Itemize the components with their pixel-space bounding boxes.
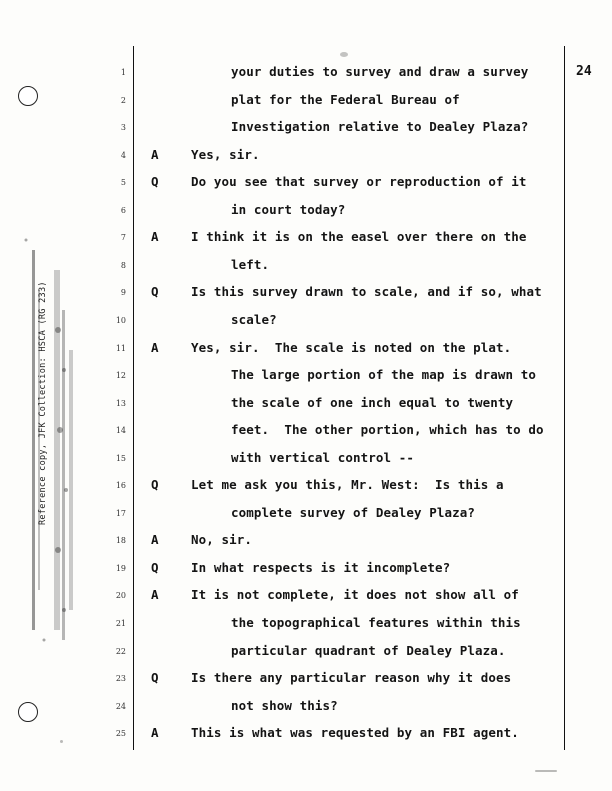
transcript-line xyxy=(0,147,612,169)
line-number: 3 xyxy=(120,123,126,133)
line-number: 8 xyxy=(120,260,126,270)
transcript-line xyxy=(0,505,612,527)
speaker-marker: A xyxy=(151,146,159,162)
line-text: Investigation relative to Dealey Plaza? xyxy=(231,119,529,135)
line-text: complete survey of Dealey Plaza? xyxy=(231,504,476,520)
transcript-line xyxy=(0,229,612,251)
line-text: It is not complete, it does not show all of xyxy=(191,587,519,603)
line-number: 14 xyxy=(115,426,126,436)
transcript-line xyxy=(0,532,612,554)
line-number: 6 xyxy=(120,205,126,215)
line-number: 11 xyxy=(115,343,126,353)
line-text: scale? xyxy=(231,311,277,327)
line-number: 24 xyxy=(115,701,126,711)
scan-speck xyxy=(60,740,63,743)
transcript-line xyxy=(0,174,612,196)
line-number: 7 xyxy=(120,233,126,243)
speaker-marker: Q xyxy=(151,559,159,575)
line-text: Let me ask you this, Mr. West: Is this a xyxy=(191,477,504,493)
line-number: 21 xyxy=(115,619,126,628)
speaker-marker: Q xyxy=(151,477,159,493)
line-number: 25 xyxy=(115,729,126,739)
line-text: I think it is on the easel over there on the xyxy=(191,229,527,245)
transcript-line xyxy=(0,340,612,362)
transcript-line xyxy=(0,202,612,224)
line-text: Yes, sir. xyxy=(191,146,260,162)
transcript-line xyxy=(0,119,612,141)
line-text: No, sir. xyxy=(191,532,253,548)
line-number: 1 xyxy=(120,68,126,77)
line-number: 16 xyxy=(115,481,126,491)
transcript-line xyxy=(0,615,612,637)
line-number: 9 xyxy=(120,288,126,298)
speaker-marker: A xyxy=(151,532,159,548)
line-text: Do you see that survey or reproduction of it xyxy=(191,174,527,190)
line-number: 17 xyxy=(115,508,126,518)
line-text: feet. The other portion, which has to do xyxy=(231,422,544,438)
line-text: The large portion of the map is drawn to xyxy=(231,367,537,383)
line-text: particular quadrant of Dealey Plaza. xyxy=(231,642,506,658)
line-text: Yes, sir. The scale is noted on the plat. xyxy=(191,339,512,355)
transcript-line xyxy=(0,725,612,747)
transcript-line xyxy=(0,422,612,444)
line-text: with vertical control -- xyxy=(231,449,415,465)
transcript-line xyxy=(0,698,612,720)
transcript-line xyxy=(0,64,612,86)
line-number: 23 xyxy=(115,674,126,684)
archive-side-note-text: Reference copy, JFK Collection: HSCA (RG 233) xyxy=(38,281,48,525)
transcript-line xyxy=(0,477,612,499)
transcript-line xyxy=(0,92,612,114)
line-number: 12 xyxy=(115,371,126,381)
transcript-line xyxy=(0,450,612,472)
speaker-marker: A xyxy=(151,587,159,603)
line-text: This is what was requested by an FBI agent. xyxy=(191,725,519,741)
line-number: 10 xyxy=(115,315,126,325)
line-text: In what respects is it incomplete? xyxy=(191,559,451,575)
line-text: left. xyxy=(231,256,270,272)
speaker-marker: A xyxy=(151,229,159,245)
transcript-line xyxy=(0,587,612,609)
line-number: 4 xyxy=(120,150,126,160)
transcript-line xyxy=(0,284,612,306)
line-number: 5 xyxy=(120,178,126,188)
line-text: Is there any particular reason why it does xyxy=(191,670,512,686)
line-text: your duties to survey and draw a survey xyxy=(231,64,529,79)
page-number: 24 xyxy=(576,64,592,79)
scan-speck xyxy=(340,52,348,57)
line-number: 22 xyxy=(115,646,126,656)
transcript-line xyxy=(0,670,612,692)
line-text: the scale of one inch equal to twenty xyxy=(231,394,514,410)
speaker-marker: Q xyxy=(151,670,159,686)
speaker-marker: Q xyxy=(151,284,159,300)
transcript-line xyxy=(0,367,612,389)
line-number: 15 xyxy=(115,453,126,463)
speaker-marker: A xyxy=(151,725,159,741)
line-text: the topographical features within this xyxy=(231,615,521,630)
transcript-line xyxy=(0,643,612,665)
speaker-marker: A xyxy=(151,339,159,355)
transcript-line xyxy=(0,560,612,582)
line-number: 18 xyxy=(115,536,126,546)
scan-speck xyxy=(535,770,557,772)
speaker-marker: Q xyxy=(151,174,159,190)
line-number: 19 xyxy=(115,563,126,573)
line-text: Is this survey drawn to scale, and if so, what xyxy=(191,284,542,300)
line-number: 2 xyxy=(120,95,126,105)
line-text: plat for the Federal Bureau of xyxy=(231,91,460,107)
transcript-line xyxy=(0,312,612,334)
line-number: 20 xyxy=(115,591,126,601)
line-text: in court today? xyxy=(231,201,346,217)
line-text: not show this? xyxy=(231,697,338,713)
transcript-line xyxy=(0,395,612,417)
line-number: 13 xyxy=(115,398,126,408)
transcript-line xyxy=(0,257,612,279)
